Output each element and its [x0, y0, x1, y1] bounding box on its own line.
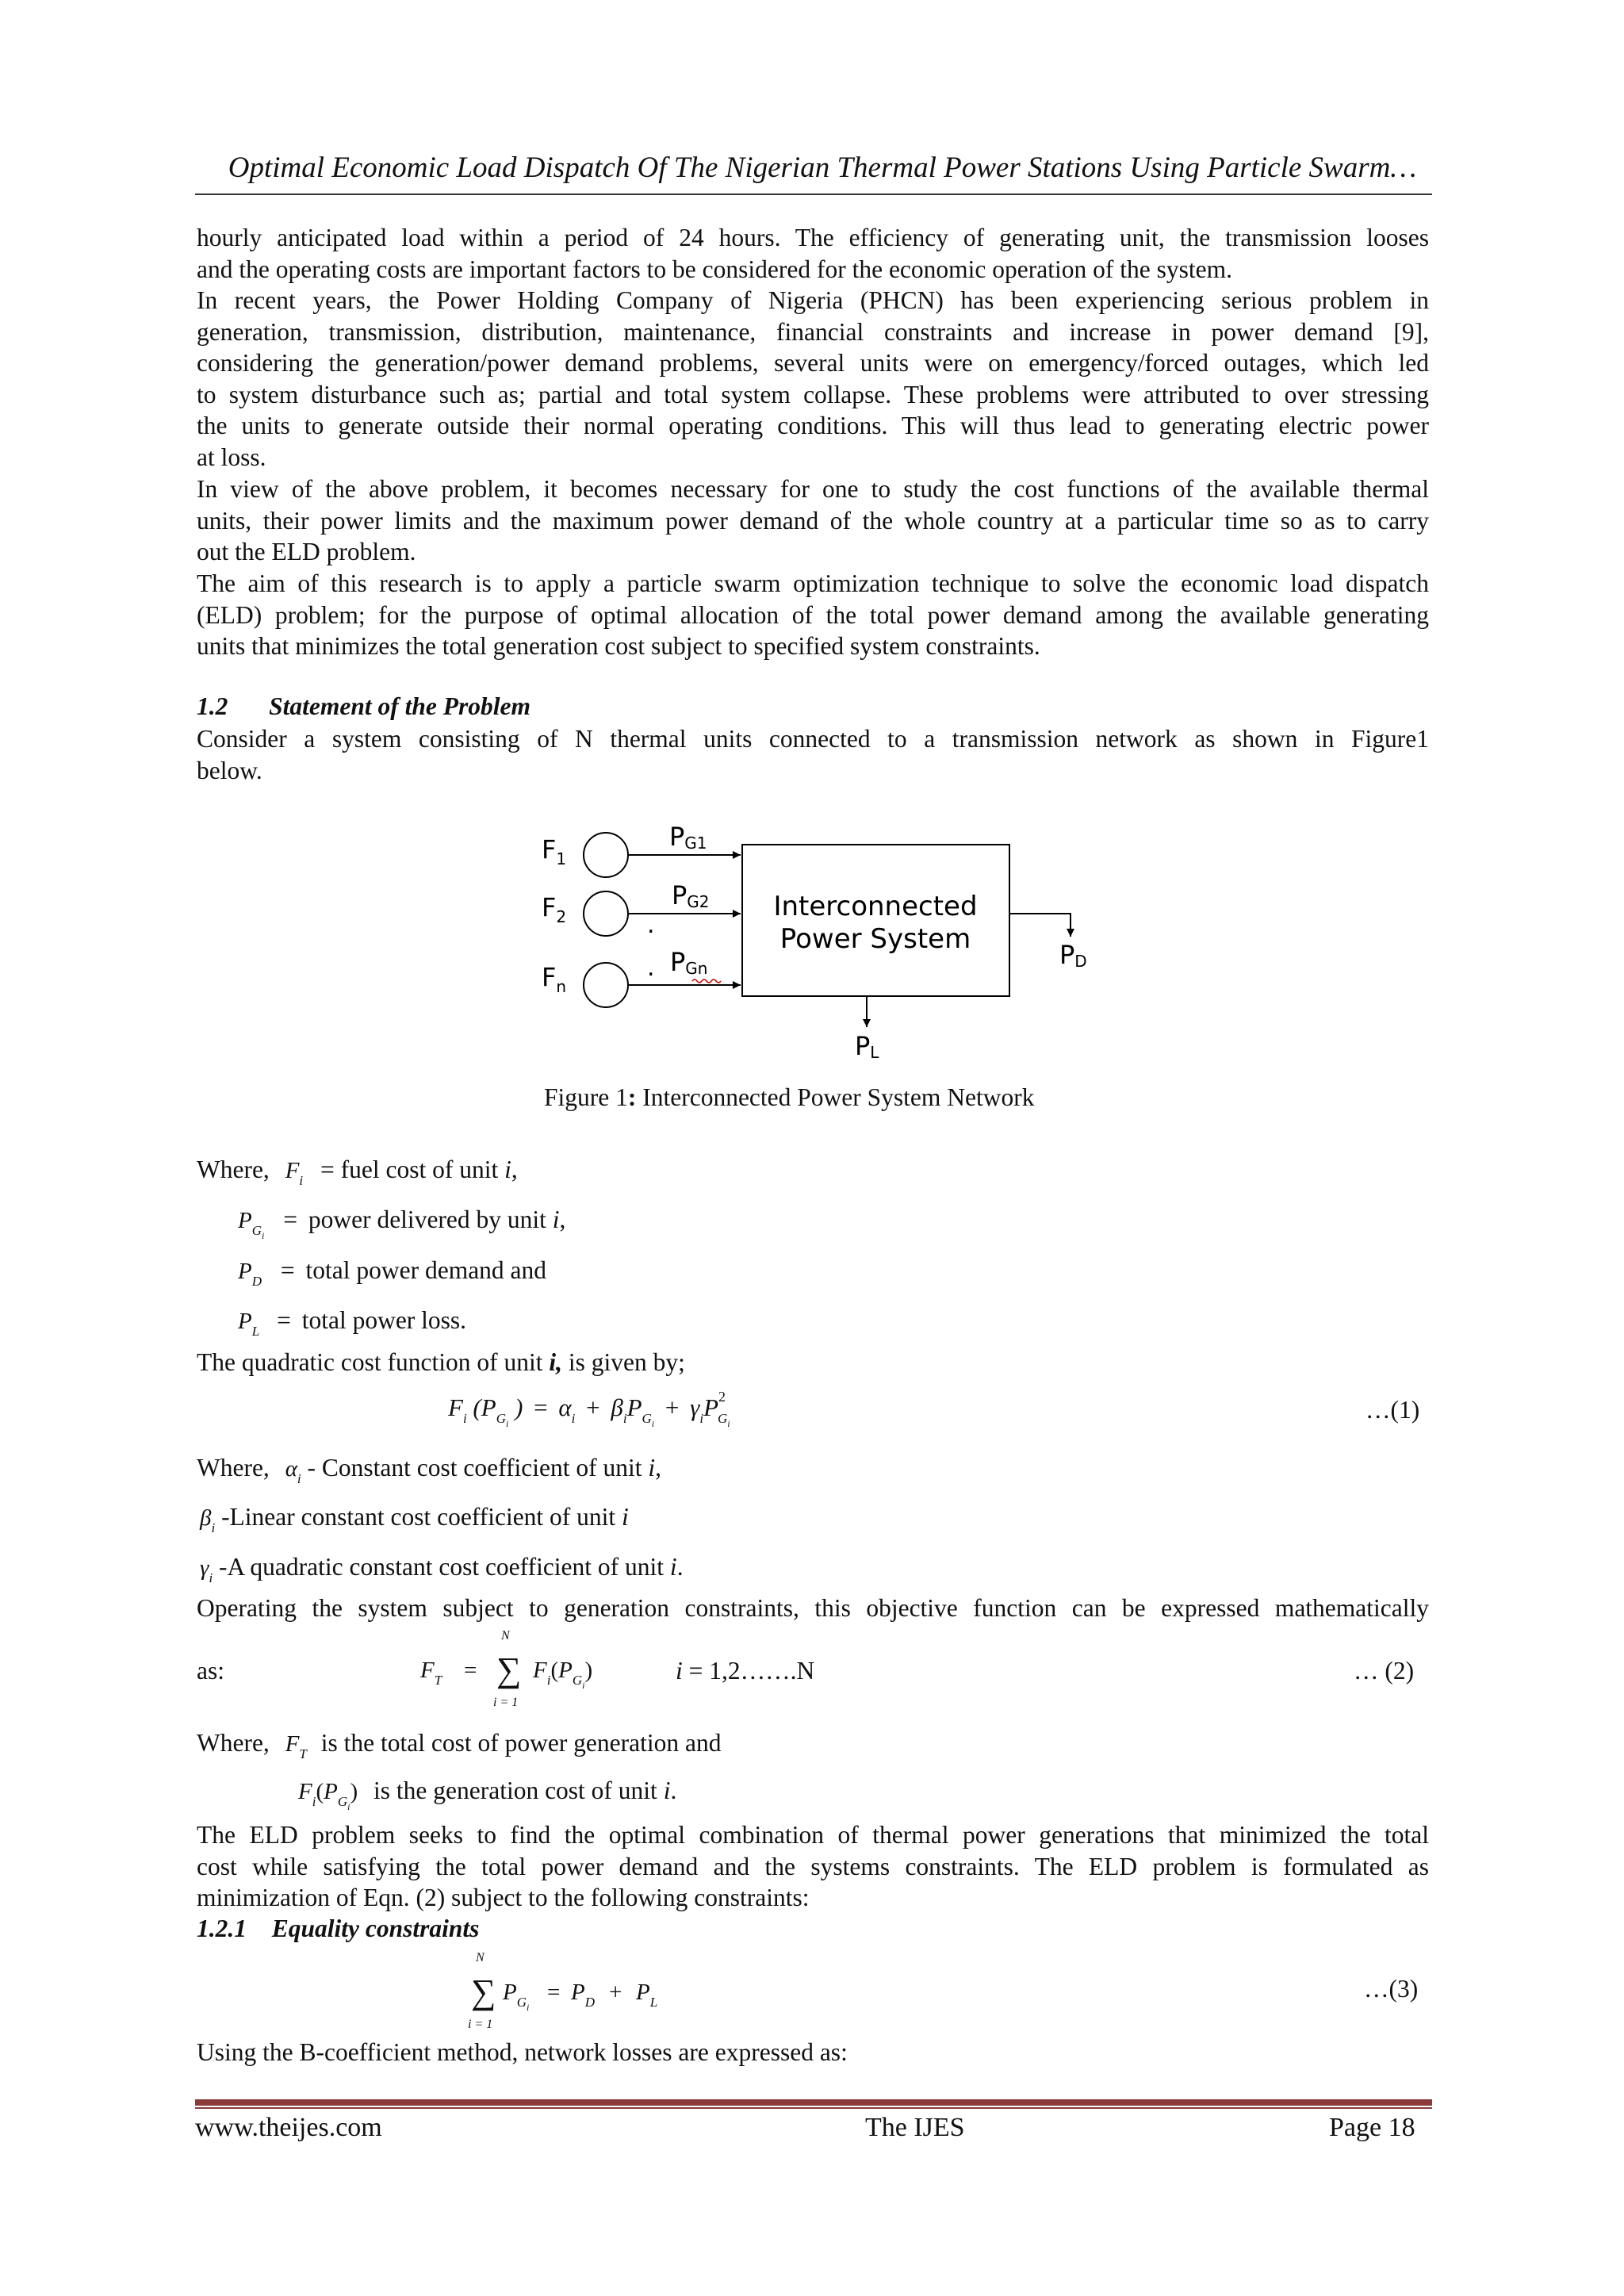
pgn-label: PGn	[670, 947, 708, 978]
caption-prefix: Figure 1	[544, 1083, 628, 1111]
where-alpha-line: Where, $\alpha_i$ - Constant cost coefficient of unit i,	[197, 1454, 661, 1486]
text-line: units that minimizes the total generation cost subject to specified system constraints.	[197, 632, 1040, 661]
text-line: (ELD) problem; for the purpose of optimal allocation of the total power demand among the available generating	[197, 600, 1429, 629]
equation-2-as: as:	[197, 1657, 224, 1685]
footer-website: www.theijes.com	[195, 2113, 382, 2142]
dot-2: .	[647, 954, 655, 982]
paragraph-4	[197, 568, 1429, 662]
sum-lower-limit: i = 1	[493, 1696, 519, 1709]
where-beta-line: $\beta_i$ -Linear constant cost coefficient of unit i	[200, 1503, 629, 1535]
section-number: 1.2	[197, 692, 228, 720]
footer-rule-thin	[195, 2107, 1432, 2109]
running-header: Optimal Economic Load Dispatch Of The Nigerian Thermal Power Stations Using Particle Swarm…	[228, 151, 1417, 184]
text-line: and the operating costs are important factors to be considered for the economic operation of the system.	[197, 255, 1232, 283]
section-heading-1-2-1	[197, 1915, 479, 1943]
text-line: units, their power limits and the maximum power demand of the whole country at a particular time so as to carry	[197, 506, 1429, 535]
text-line: hourly anticipated load within a period of 24 hours. The efficiency of generating unit, the transmission looses	[197, 224, 1429, 251]
dot-1: .	[647, 911, 655, 939]
text-line: The aim of this research is to apply a particle swarm optimization technique to solve the economic load dispatch	[197, 569, 1429, 597]
paragraph-6	[197, 1593, 1429, 1624]
symbol-pgi: $P_{Gi}$	[238, 1208, 265, 1241]
pl-definition: total power loss.	[301, 1306, 467, 1334]
symbol-fi: $F_i$	[285, 1158, 304, 1188]
paragraph-1	[197, 222, 1429, 285]
where-ft-line: Where, $F_T$ is the total cost of power generation and	[197, 1729, 722, 1761]
fuel-label-1: $F_1$	[542, 834, 567, 868]
paragraph-3	[197, 473, 1429, 568]
pd-definition: total power demand and	[305, 1256, 547, 1284]
section-heading-1-2	[197, 692, 530, 721]
paragraph-2	[197, 285, 1429, 473]
generator-1	[584, 833, 628, 877]
squared-exponent: 2	[718, 1389, 726, 1405]
where-fipg-line: $F_i(P_{Gi})$ is the generation cost of unit i.	[298, 1777, 677, 1812]
text-line: out the ELD problem.	[197, 538, 416, 566]
box-label-line2: Power System	[779, 923, 971, 955]
text-line: minimization of Eqn. (2) subject to the following constraints:	[197, 1884, 810, 1912]
equation-3: N ∑ i = 1 $P_{Gi}$ = $P_D$ + $P_L$	[468, 1951, 658, 2031]
where-pd-line: $P_D$ = total power demand and	[238, 1256, 547, 1289]
symbol-pd: $P_D$	[238, 1259, 262, 1289]
equation-2-tag: … (2)	[1354, 1657, 1415, 1685]
text-line: generation, transmission, distribution, maintenance, financial constraints and increase in power demand [9],	[197, 317, 1429, 346]
text-line: below.	[197, 756, 262, 784]
fi-definition: fuel cost of unit i,	[340, 1156, 518, 1183]
pl-label: PL	[855, 1031, 879, 1062]
footer-rule-thick	[195, 2099, 1432, 2106]
text-line: cost while satisfying the total power demand and the systems constraints. The ELD problem is formulated as	[197, 1852, 1429, 1880]
footer-page-number: Page 18	[1329, 2113, 1415, 2142]
pd-arrow	[1009, 914, 1071, 937]
caption-text: Interconnected Power System Network	[636, 1083, 1035, 1111]
equation-1-tag: …(1)	[1365, 1396, 1420, 1424]
paragraph-8: Using the B-coefficient method, network losses are expressed as:	[197, 2038, 848, 2066]
figure-1-diagram	[523, 817, 1110, 1079]
pd-label: PD	[1059, 940, 1087, 971]
text-line: to system disturbance such as; partial and total system collapse. These problems were attributed to over stressing	[197, 380, 1429, 408]
pg1-label: PG1	[669, 822, 707, 853]
generator-n	[584, 963, 628, 1007]
spellcheck-underline	[692, 979, 721, 983]
figure-1-caption	[544, 1083, 1034, 1112]
text-line: considering the generation/power demand problems, several units were on emergency/forced outages, which led	[197, 349, 1429, 378]
where-fi-line: Where, $F_i$ = fuel cost of unit i,	[197, 1156, 518, 1188]
equation-2: $F_T$ = N ∑ i = 1 $F_i(P_{Gi})$ i = 1,2…….N	[420, 1629, 815, 1709]
text-line: In recent years, the Power Holding Company of Nigeria (PHCN) has been experiencing serious problem in	[197, 286, 1429, 314]
text-line: Consider a system consisting of N thermal units connected to a transmission network as shown in Figure1	[197, 725, 1429, 753]
text-line: at loss.	[197, 443, 266, 471]
sum-upper-limit: N	[501, 1629, 510, 1642]
fuel-label-n: $F_n$	[542, 962, 567, 996]
where-label: Where,	[197, 1156, 270, 1183]
fuel-label-2: $F_2$	[542, 892, 567, 926]
symbol-pl: $P_L$	[238, 1309, 260, 1339]
quadratic-intro: The quadratic cost function of unit i, is given by;	[197, 1348, 685, 1376]
section-title: Statement of the Problem	[269, 692, 530, 720]
where-gamma-line: $\gamma_i$ -A quadratic constant cost coefficient of unit i.	[200, 1553, 684, 1585]
section-title: Equality constraints	[271, 1915, 480, 1942]
caption-colon: :	[627, 1083, 637, 1111]
pg2-label: PG2	[672, 880, 710, 911]
equation-3-tag: …(3)	[1364, 1975, 1419, 2003]
section-number: 1.2.1	[197, 1915, 247, 1942]
text-line: In view of the above problem, it becomes necessary for one to study the cost functions of the available thermal	[197, 475, 1429, 503]
generator-2	[584, 891, 628, 936]
equation-1: $F_i$ ($P_{Gi}$ ) = $\alpha_i + \beta_iP_{Gi} + \gamma_iP^2_{Gi}$	[448, 1389, 730, 1429]
text-line: The ELD problem seeks to find the optimal combination of thermal power generations that minimized the total	[197, 1821, 1429, 1849]
where-pl-line: $P_L$ = total power loss.	[238, 1306, 467, 1339]
paragraph-7	[197, 1819, 1429, 1914]
sum-symbol: ∑	[496, 1650, 522, 1689]
footer-journal: The IJES	[865, 2113, 965, 2142]
pg-definition: power delivered by unit i,	[308, 1205, 566, 1233]
text-line: Operating the system subject to generation constraints, this objective function can be expressed mathematically	[197, 1594, 1429, 1622]
paragraph-5	[197, 723, 1429, 786]
box-label-line1: Interconnected	[773, 891, 978, 922]
header-rule	[195, 194, 1432, 195]
where-pg-line: $P_{Gi}$ = power delivered by unit i,	[238, 1205, 566, 1241]
text-line: the units to generate outside their normal operating conditions. This will thus lead to generating electric power	[197, 412, 1429, 440]
